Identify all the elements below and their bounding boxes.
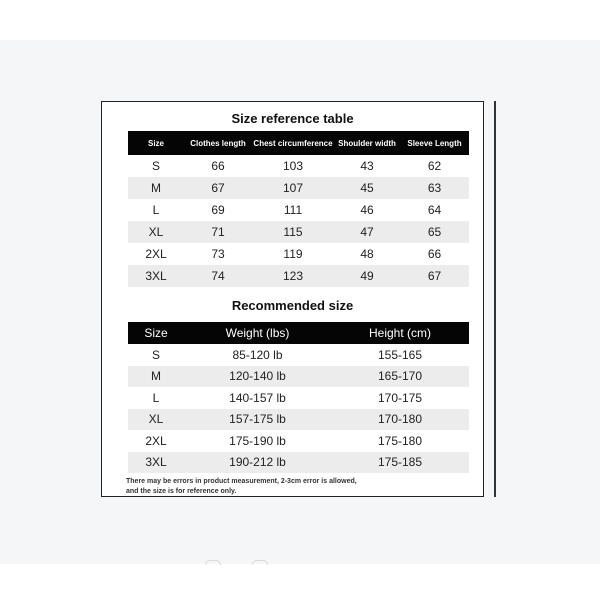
table-cell: 115: [283, 225, 303, 239]
table-cell: 62: [427, 159, 442, 173]
table-cell: M: [151, 369, 161, 384]
note-line: and the size is for reference only.: [126, 488, 237, 495]
thumbnail-indicator: [205, 560, 221, 565]
table-cell: 111: [283, 203, 303, 217]
table-row: [128, 366, 469, 388]
table-cell: 67: [211, 181, 225, 195]
table-cell: 170-175: [377, 390, 423, 405]
header-cell: Clothes length: [190, 138, 246, 148]
table-cell: 71: [211, 225, 225, 239]
size-reference-table: [128, 131, 469, 287]
size-table-title: Size reference table: [231, 111, 354, 126]
bottom-strip: [0, 564, 600, 600]
table-cell: 43: [360, 159, 374, 173]
table-cell: XL: [148, 225, 164, 239]
table-cell: 3XL: [145, 269, 167, 283]
table-row: [128, 243, 469, 265]
table-header-row: [128, 131, 469, 155]
table-cell: 47: [360, 225, 374, 239]
table-cell: 175-180: [377, 433, 423, 448]
table-cell: 165-170: [377, 369, 423, 384]
note-line: There may be errors in product measurement, 2-3cm error is allowed,: [126, 478, 357, 485]
table-row: [128, 387, 469, 409]
table-cell: 74: [211, 269, 225, 283]
header-cell: Size: [144, 326, 168, 340]
table-cell: 123: [282, 269, 304, 283]
table-cell: S: [151, 347, 160, 362]
table-cell: M: [151, 181, 161, 195]
table-cell: 45: [360, 181, 374, 195]
table-cell: 73: [211, 247, 225, 261]
table-cell: 49: [360, 269, 374, 283]
table-cell: 175-190 lb: [229, 433, 286, 448]
table-cell: 170-180: [377, 412, 423, 427]
table-row: [128, 265, 469, 287]
table-cell: 64: [427, 203, 442, 217]
header-cell: Size: [147, 138, 164, 148]
table-cell: 69: [211, 203, 225, 217]
table-cell: 48: [360, 247, 374, 261]
table-cell: L: [152, 390, 160, 405]
table-row: [128, 221, 469, 243]
table-cell: L: [152, 203, 160, 217]
divider: [494, 101, 496, 497]
size-chart-card: [101, 101, 484, 497]
table-cell: 157-175 lb: [229, 412, 286, 427]
header-cell: Sleeve Length: [407, 138, 462, 148]
table-cell: 107: [282, 181, 304, 195]
table-header-row: [128, 322, 469, 344]
table-row: [128, 177, 469, 199]
recommended-size-title: Recommended size: [231, 298, 354, 313]
header-cell: Weight (lbs): [225, 326, 290, 340]
table-cell: 66: [211, 159, 225, 173]
table-cell: XL: [148, 412, 164, 427]
table-cell: 85-120 lb: [232, 347, 283, 362]
table-cell: 65: [427, 225, 442, 239]
header-cell: Chest circumference: [253, 138, 333, 148]
recommended-size-table: [128, 322, 469, 473]
table-cell: 46: [360, 203, 374, 217]
header-cell: Height (cm): [368, 326, 431, 340]
table-cell: 63: [427, 181, 442, 195]
header-cell: Shoulder width: [338, 138, 396, 148]
table-row: [128, 452, 469, 474]
table-cell: 67: [427, 269, 442, 283]
table-row: [128, 344, 469, 366]
table-row: [128, 155, 469, 177]
thumbnail-indicator: [252, 560, 268, 565]
table-cell: 190-212 lb: [229, 455, 286, 470]
table-cell: 140-157 lb: [229, 390, 286, 405]
table-row: [128, 199, 469, 221]
table-cell: 103: [282, 159, 304, 173]
table-cell: S: [151, 159, 160, 173]
table-cell: 119: [283, 247, 303, 261]
table-cell: 155-165: [377, 347, 423, 362]
table-cell: 66: [427, 247, 442, 261]
table-row: [128, 430, 469, 452]
table-cell: 120-140 lb: [229, 369, 286, 384]
table-cell: 2XL: [145, 247, 167, 261]
measurement-note: [126, 477, 466, 497]
table-cell: 2XL: [145, 433, 167, 448]
table-cell: 3XL: [145, 455, 167, 470]
table-row: [128, 409, 469, 431]
table-cell: 175-185: [377, 455, 423, 470]
